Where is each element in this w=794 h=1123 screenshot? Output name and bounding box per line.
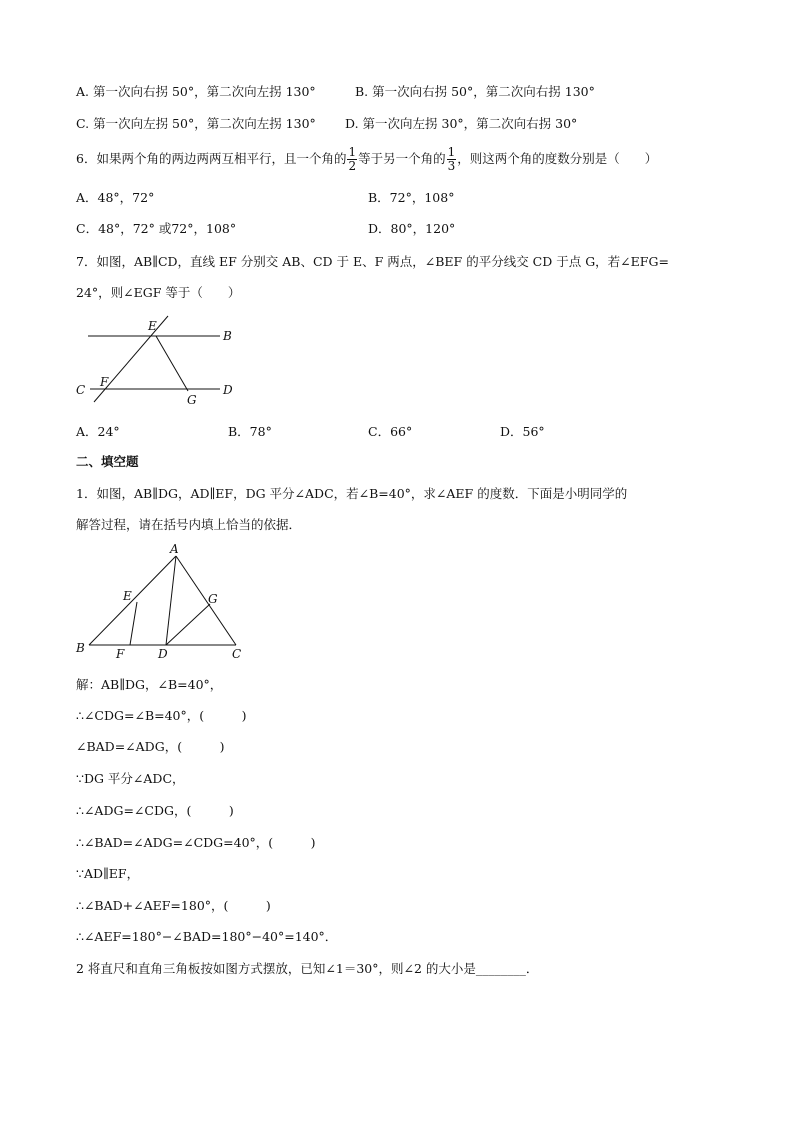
q7-stem-line2: 24°，则∠EGF 等于（ ） (76, 285, 241, 300)
fill1-figure (70, 542, 260, 664)
q6-frac2-num: 1 (447, 145, 456, 159)
q6-text-part3: ，则这两个角的度数分别是（ ） (457, 151, 658, 166)
q5-option-a: A. 第一次向右拐 50°，第二次向左拐 130° (76, 84, 316, 99)
fill1-label-f: F (116, 647, 125, 661)
fill1-segment-dg (166, 604, 210, 645)
q7-label-f: F (100, 375, 109, 389)
fill1-label-c: C (232, 647, 242, 661)
q7-line-eg (156, 336, 188, 391)
fill1-label-g: G (208, 592, 218, 606)
q7-option-d: D．56° (500, 424, 545, 439)
fill1-step-2: ∴∠CDG=∠B=40°，( ) (76, 708, 247, 723)
fill1-label-b: B (76, 641, 85, 655)
q7-option-b: B．78° (228, 424, 272, 439)
q6-option-a: A．48°，72° (76, 190, 155, 205)
section-title-fill-in: 二、填空题 (76, 454, 139, 469)
q6-option-c: C．48°，72° 或72°，108° (76, 221, 237, 236)
fill1-step-1: 解：AB∥DG，∠B=40°， (76, 677, 223, 692)
fill1-label-a: A (170, 542, 179, 556)
q7-label-e: E (148, 319, 157, 333)
q7-stem-line1: 7．如图，AB∥CD，直线 EF 分别交 AB、CD 于 E、F 两点，∠BEF 的平分线交 CD 于点 G，若∠EFG= (76, 254, 669, 269)
q6-text-part2: 等于另一个角的 (358, 151, 446, 166)
q7-label-g: G (187, 393, 197, 407)
q7-label-d: D (223, 383, 233, 397)
fill1-segment-ef (130, 602, 137, 645)
fill1-step-9: ∴∠AEF=180°−∠BAD=180°−40°=140°． (76, 929, 338, 944)
fill1-segment-ad (166, 556, 176, 645)
q7-label-c: C (76, 383, 86, 397)
q6-stem (76, 146, 657, 173)
fill2-stem: 2 将直尺和直角三角板按如图方式摆放，已知∠1＝30°，则∠2 的大小是________． (76, 961, 539, 976)
fill1-step-6: ∴∠BAD=∠ADG=∠CDG=40°，( ) (76, 835, 316, 850)
q7-option-a: A．24° (76, 424, 120, 439)
fill1-side-ac (176, 556, 236, 645)
q6-option-d: D．80°，120° (368, 221, 456, 236)
q5-option-c: C. 第一次向左拐 50°，第二次向左拐 130° (76, 116, 316, 131)
q6-option-b: B．72°，108° (368, 190, 455, 205)
fill1-label-e: E (123, 589, 132, 603)
q6-text-part1: 6．如果两个角的两边两两互相平行，且一个角的 (76, 151, 347, 166)
fill1-step-7: ∵AD∥EF， (76, 866, 140, 881)
fill1-stem-line2: 解答过程，请在括号内填上恰当的依据． (76, 517, 302, 532)
q7-option-c: C．66° (368, 424, 413, 439)
q6-fraction-half (347, 146, 357, 173)
fill1-stem-line1: 1．如图，AB∥DG，AD∥EF，DG 平分∠ADC，若∠B=40°，求∠AEF 的度数．下面是小明同学的 (76, 486, 628, 501)
q6-frac1-num: 1 (348, 145, 357, 159)
q6-frac1-den: 2 (348, 159, 357, 173)
fill1-step-5: ∴∠ADG=∠CDG，( ) (76, 803, 234, 818)
fill1-step-8: ∴∠BAD+∠AEF=180°，( ) (76, 898, 271, 913)
q6-fraction-third (447, 146, 457, 173)
fill1-step-4: ∵DG 平分∠ADC， (76, 771, 185, 786)
q7-figure (70, 312, 250, 412)
q5-option-d: D. 第一次向左拐 30°，第二次向右拐 30° (345, 116, 578, 131)
q7-label-b: B (223, 329, 232, 343)
fill1-step-3: ∠BAD=∠ADG，( ) (76, 739, 225, 754)
q6-frac2-den: 3 (447, 159, 456, 173)
q5-option-b: B. 第一次向右拐 50°，第二次向右拐 130° (355, 84, 595, 99)
fill1-label-d: D (158, 647, 168, 661)
